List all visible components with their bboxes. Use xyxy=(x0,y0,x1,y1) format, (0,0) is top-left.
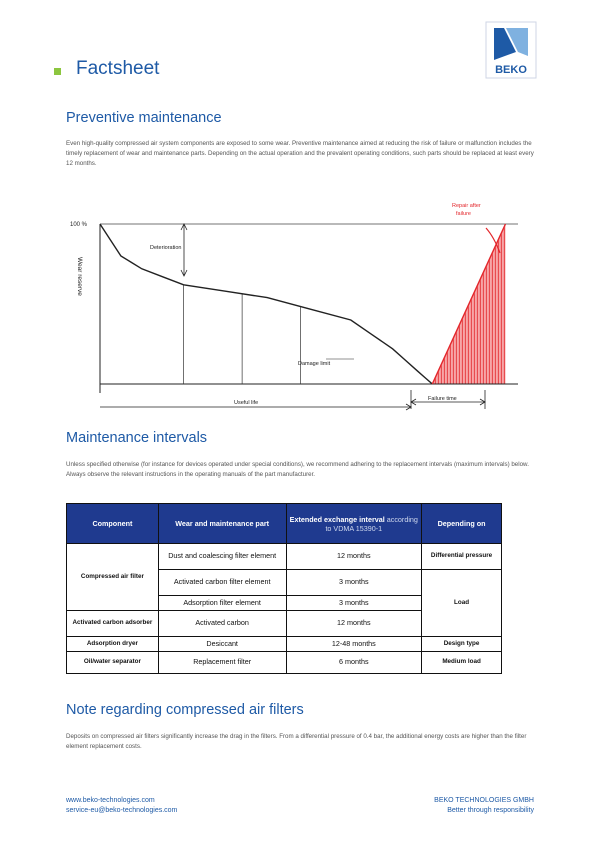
wear-chart xyxy=(66,197,526,422)
footer-contact xyxy=(66,796,177,816)
title-bullet xyxy=(54,68,61,75)
cell-part: Activated carbon xyxy=(158,611,286,637)
y-axis-label: Wear reserve xyxy=(76,257,83,296)
header-depends: Depending on xyxy=(422,504,502,544)
footer-email-link[interactable]: service-eu@beko-technologies.com xyxy=(66,807,178,814)
y-top-label: 100 % xyxy=(70,222,88,228)
header-component: Component xyxy=(67,504,159,544)
wear-chart-svg xyxy=(66,197,526,422)
footer-company xyxy=(434,796,534,816)
note-heading: Note regarding compressed air filters xyxy=(66,702,304,718)
cell-interval: 12 months xyxy=(286,611,422,637)
cell-depends: Load xyxy=(422,570,502,637)
failure-time-label: Failure time xyxy=(428,396,457,402)
intervals-heading: Maintenance intervals xyxy=(66,430,208,446)
footer-website-link[interactable]: www.beko-technologies.com xyxy=(66,797,155,804)
note-paragraph: Deposits on compressed air filters significantly increase the drag in the filters. From a differential pressure of 0.4 bar, the additional energy costs are higher than the filter element replacement costs. xyxy=(66,733,527,750)
cell-interval: 6 months xyxy=(286,652,422,674)
cell-part: Replacement filter xyxy=(158,652,286,674)
damage-limit-label: Damage limit xyxy=(298,361,331,367)
repair-label-line1: Repair after xyxy=(452,203,481,209)
cell-interval: 3 months xyxy=(286,570,422,596)
cell-part: Adsorption filter element xyxy=(158,596,286,611)
cell-depends: Medium load xyxy=(422,652,502,674)
cell-part: Dust and coalescing filter element xyxy=(158,544,286,570)
useful-life-label: Useful life xyxy=(234,400,259,406)
cell-interval: 12-48 months xyxy=(286,637,422,652)
time-markers xyxy=(184,285,301,384)
footer-slogan: Better through responsibility xyxy=(447,807,534,814)
maintenance-table xyxy=(66,503,502,674)
table-row xyxy=(67,652,502,674)
deterioration-label: Deterioration xyxy=(150,245,182,251)
cell-depends: Differential pressure xyxy=(422,544,502,570)
cell-component: Adsorption dryer xyxy=(67,637,159,652)
intervals-paragraph: Unless specified otherwise (for instance for devices operated under special conditions), we recommend adhering to the replacement intervals (maximum intervals) below. Always observe the relevant instructions in the operating manuals of the part manufacturer. xyxy=(66,461,529,478)
cell-component: Compressed air filter xyxy=(67,544,159,611)
logo-text: BEKO xyxy=(495,64,527,76)
preventive-heading: Preventive maintenance xyxy=(66,110,222,126)
preventive-paragraph: Even high-quality compressed air system components are exposed to some wear. Preventive maintenance aimed at reducing the risk of failure or malfunction includes the timely replacement of wear and maintenance parts. Depending on the actual operation and the prevalent operating conditions, such parts should be replaced at least every 12 months. xyxy=(66,140,534,167)
table-row xyxy=(67,637,502,652)
cell-depends: Design type xyxy=(422,637,502,652)
page-title: Factsheet xyxy=(76,58,160,79)
cell-interval: 12 months xyxy=(286,544,422,570)
cell-component: Activated carbon adsorber xyxy=(67,611,159,637)
header-interval: Extended exchange interval according to VDMA 15390-1 xyxy=(286,504,422,544)
cell-part: Desiccant xyxy=(158,637,286,652)
header-part: Wear and maintenance part xyxy=(158,504,286,544)
repair-label-line2: failure xyxy=(456,211,471,217)
footer-company-name: BEKO TECHNOLOGIES GMBH xyxy=(434,797,534,804)
cell-interval: 3 months xyxy=(286,596,422,611)
table-row xyxy=(67,544,502,570)
beko-logo xyxy=(482,18,540,82)
cell-part: Activated carbon filter element xyxy=(158,570,286,596)
cell-component: Oil/water separator xyxy=(67,652,159,674)
header-interval-sub: according to VDMA 15390-1 xyxy=(325,514,418,533)
